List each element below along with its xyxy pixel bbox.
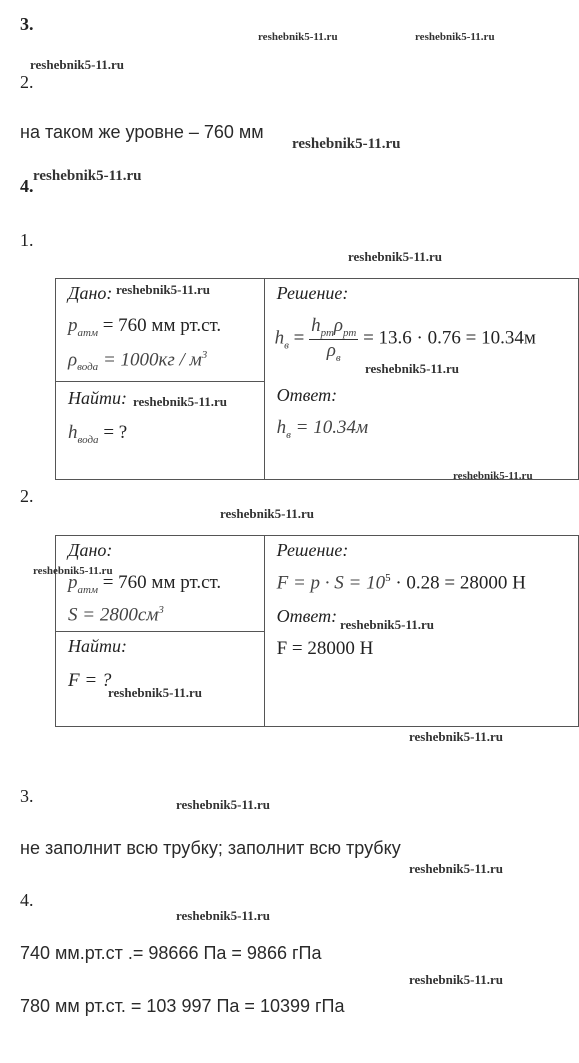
- watermark: reshebnik5-11.ru: [453, 470, 533, 482]
- item-2-number: 2.: [20, 72, 34, 92]
- watermark: reshebnik5-11.ru: [133, 394, 228, 409]
- solution-formula: $F = p \cdot S = 10^5 \cdot 0.28 = 28000$ Н: [276, 572, 526, 594]
- answer-4-line-2: 780 мм рт.ст. = 103 997 Па = 10399 гПа: [20, 996, 345, 1016]
- watermark: reshebnik5-11.ru: [176, 908, 271, 923]
- given-cell-2: [56, 536, 265, 632]
- find-force: F = ?: [68, 669, 112, 691]
- item-1-number: 1.: [20, 230, 34, 250]
- answer-3-text: не заполнит всю трубку; заполнит всю трубку: [20, 838, 401, 858]
- section-3-heading: 3.: [20, 14, 34, 34]
- find-label: Найти:: [68, 635, 127, 656]
- watermark: reshebnik5-11.ru: [116, 282, 211, 297]
- solution-label: Решение:: [276, 540, 349, 560]
- given-density: $\rho_{вода} = 1000кг / м^3$: [68, 349, 208, 374]
- answer-4-line-1: 740 мм.рт.ст .= 98666 Па = 9866 гПа: [20, 943, 322, 963]
- given-pressure: $p_{атм} = 760$ мм рт.ст.: [68, 572, 222, 596]
- watermark: reshebnik5-11.ru: [220, 506, 315, 521]
- section-4-heading: 4.: [20, 176, 34, 196]
- watermark: reshebnik5-11.ru: [108, 685, 203, 700]
- find-label: Найти:: [68, 388, 127, 408]
- watermark: reshebnik5-11.ru: [365, 361, 460, 376]
- item-2b-number: 2.: [20, 486, 34, 506]
- solution-label: Решение:: [276, 283, 349, 303]
- watermark: reshebnik5-11.ru: [33, 565, 113, 577]
- watermark: reshebnik5-11.ru: [33, 168, 142, 184]
- watermark: reshebnik5-11.ru: [348, 249, 443, 264]
- item-3-number: 3.: [20, 786, 34, 806]
- watermark: reshebnik5-11.ru: [258, 31, 338, 43]
- solution-formula: $h_в$ = $\frac{h_{рт}\rho_{рт}}{\rho_в}$ = 13.6 · 0.76 = 10.34м: [274, 315, 536, 364]
- watermark: reshebnik5-11.ru: [30, 57, 125, 72]
- item-4-number: 4.: [20, 890, 34, 910]
- watermark: reshebnik5-11.ru: [409, 861, 504, 876]
- watermark: reshebnik5-11.ru: [340, 617, 435, 632]
- given-label: Дано:: [68, 540, 113, 560]
- answer-label: Ответ:: [276, 606, 338, 626]
- watermark: reshebnik5-11.ru: [415, 31, 495, 43]
- solution-table-1: [55, 278, 579, 480]
- find-cell-2: [56, 631, 265, 727]
- given-area: $S = 2800см^3$: [68, 604, 164, 626]
- find-height: $h_{вода}$ = ?: [68, 422, 128, 446]
- answer-2-text: на таком же уровне – 760 мм: [20, 122, 264, 142]
- answer-value: F = 28000 Н: [276, 638, 374, 659]
- given-pressure: $p_{атм} = 760$ мм рт.ст.: [68, 315, 222, 339]
- watermark: reshebnik5-11.ru: [176, 797, 271, 812]
- watermark: reshebnik5-11.ru: [409, 972, 504, 987]
- watermark: reshebnik5-11.ru: [292, 136, 401, 152]
- given-label: Дано:: [68, 283, 113, 303]
- watermark: reshebnik5-11.ru: [409, 729, 504, 744]
- solution-cell-1: [264, 279, 578, 480]
- answer-label: Ответ:: [276, 385, 338, 405]
- answer-value: $h_в = 10.34м$: [276, 417, 369, 441]
